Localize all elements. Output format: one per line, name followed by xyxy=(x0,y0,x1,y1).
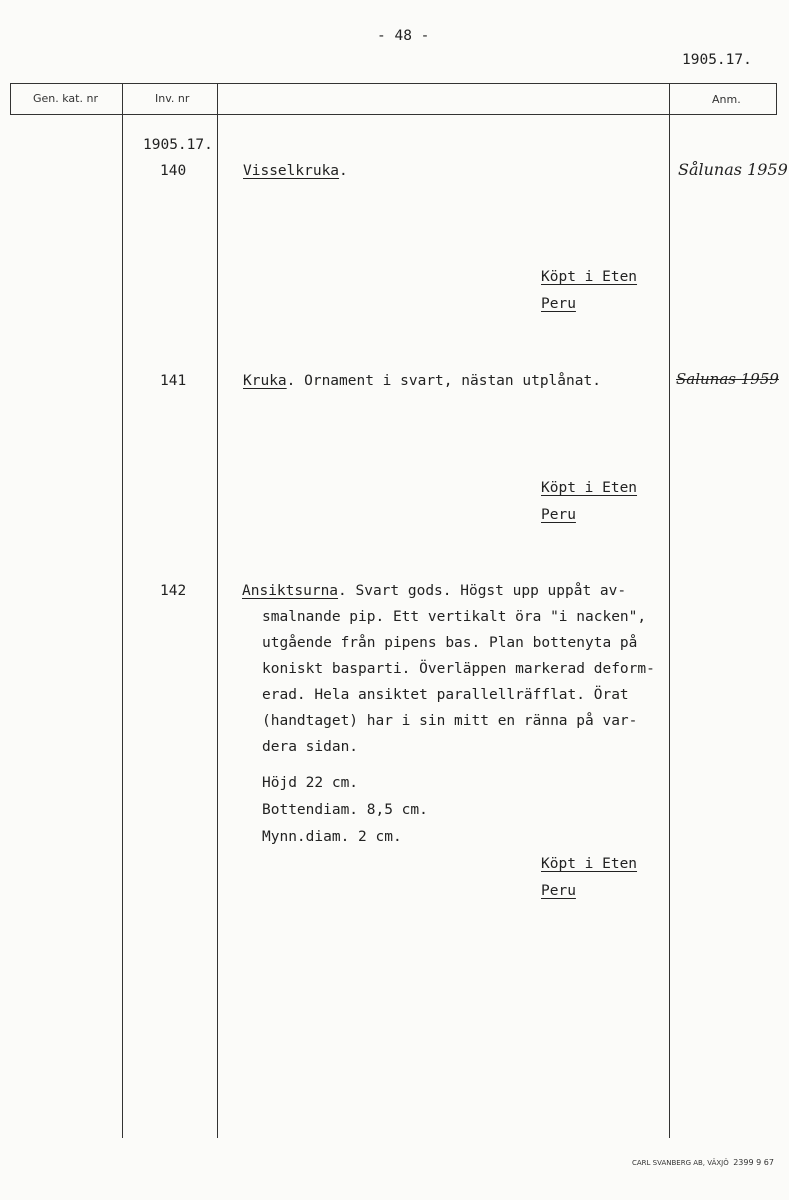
page-number: - 48 - xyxy=(377,28,430,44)
entry-source-country: Peru xyxy=(541,296,576,312)
description-line: (handtaget) har i sin mitt en ränna på var- xyxy=(262,713,638,729)
entry-annotation-handwritten: Salunas 1959 xyxy=(676,370,779,388)
column-header-anm: Anm. xyxy=(712,93,741,106)
entry-series-number: 1905.17. xyxy=(143,137,213,153)
table-header-rule xyxy=(10,114,776,115)
entry-inv-number: 140 xyxy=(160,163,187,179)
entry-title: Ansiktsurna xyxy=(242,583,339,599)
entry-source-place: Köpt i Eten xyxy=(541,269,638,285)
entry-inv-number: 141 xyxy=(160,373,187,389)
table-right-edge xyxy=(776,83,777,115)
entry-title-line xyxy=(243,373,601,389)
measure-height: Höjd 22 cm. xyxy=(262,775,359,791)
entry-source-country: Peru xyxy=(541,883,576,899)
description-line: Ansiktsurna. Svart gods. Högst upp uppåt av- xyxy=(242,583,627,599)
printer-imprint: CARL SVANBERG AB, VÄXJÖ 2399 9 67 xyxy=(632,1158,774,1167)
catalog-reference: 1905.17. xyxy=(682,52,752,68)
entry-annotation-handwritten: Sålunas 1959 xyxy=(678,160,788,179)
entry-title: Visselkruka xyxy=(243,163,340,179)
measure-base-diameter: Bottendiam. 8,5 cm. xyxy=(262,802,428,818)
description-line: koniskt basparti. Överläppen markerad deform- xyxy=(262,661,655,677)
entry-source-country: Peru xyxy=(541,507,576,523)
entry-source-place: Köpt i Eten xyxy=(541,480,638,496)
column-header-gen-kat-nr: Gen. kat. nr xyxy=(33,92,98,105)
description-line: erad. Hela ansiktet parallellräfflat. Örat xyxy=(262,687,629,703)
entry-title-suffix: . Ornament i svart, nästan utplånat. xyxy=(286,373,601,389)
description-line: utgående från pipens bas. Plan bottenyta på xyxy=(262,635,638,651)
column-divider-inv-desc xyxy=(217,83,218,1138)
entry-description xyxy=(242,578,682,760)
description-line: smalnande pip. Ett vertikalt öra "i nacken", xyxy=(262,609,647,625)
entry-title: Kruka xyxy=(243,373,287,389)
column-divider-gen-inv xyxy=(122,83,123,1138)
table-left-edge xyxy=(10,83,11,115)
column-header-inv-nr: Inv. nr xyxy=(155,92,190,105)
table-top-rule xyxy=(10,83,776,84)
measure-mouth-diameter: Mynn.diam. 2 cm. xyxy=(262,829,402,845)
entry-title-line xyxy=(243,163,348,179)
entry-title-suffix: . xyxy=(339,163,348,179)
entry-source-place: Köpt i Eten xyxy=(541,856,638,872)
description-line: dera sidan. xyxy=(262,739,359,755)
entry-inv-number: 142 xyxy=(160,583,187,599)
